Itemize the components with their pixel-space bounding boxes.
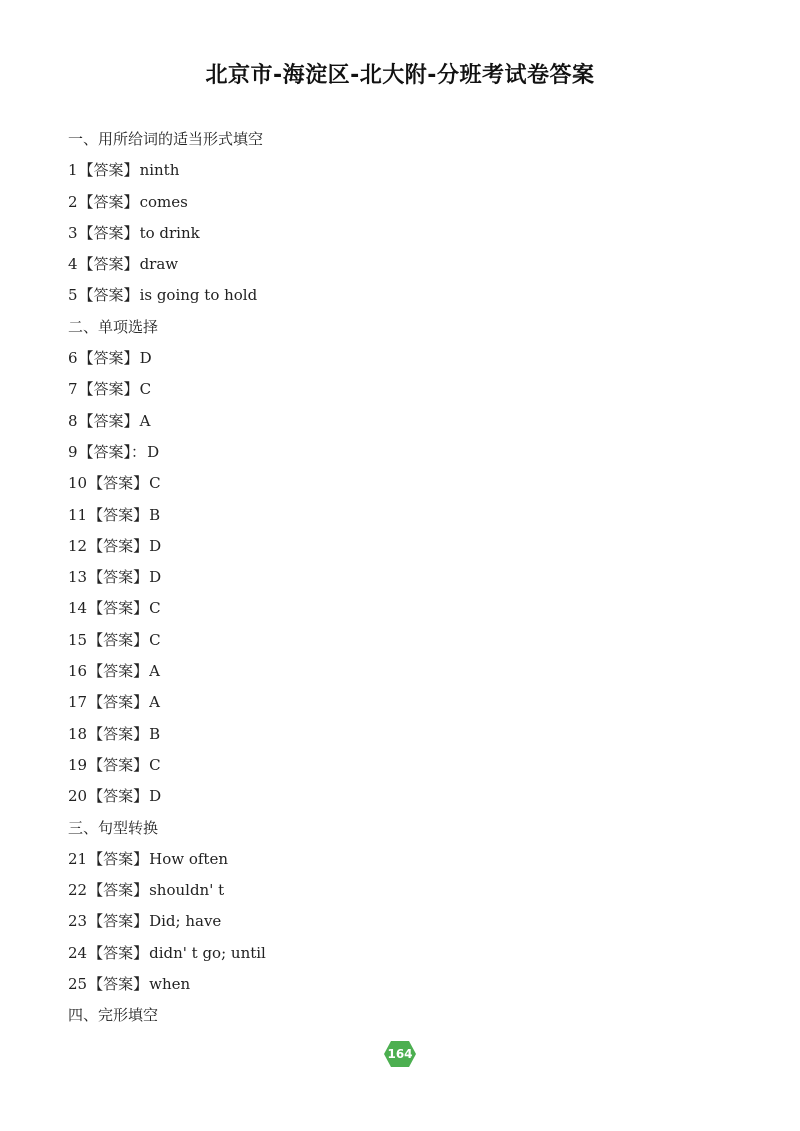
question-number: 3 xyxy=(68,223,78,242)
page-number: 164 xyxy=(387,1047,413,1061)
answer-line xyxy=(68,750,748,781)
answer-tag: 【答案】 xyxy=(78,411,139,430)
answer-tag: 【答案】 xyxy=(88,881,149,900)
question-number: 2 xyxy=(68,192,78,211)
answer-line xyxy=(68,280,748,311)
answer-tag: 【答案】 xyxy=(78,161,139,180)
answer-value: draw xyxy=(139,255,179,274)
answer-value: D xyxy=(147,442,160,461)
question-number: 5 xyxy=(68,286,78,305)
answer-line xyxy=(68,468,748,499)
answer-tag: 【答案】 xyxy=(88,536,149,555)
question-number: 8 xyxy=(68,411,78,430)
question-number: 25 xyxy=(68,975,88,994)
answer-value: didn' t go; until xyxy=(149,943,266,962)
answer-tag: 【答案】 xyxy=(88,568,149,587)
answer-value: C xyxy=(149,599,161,618)
answer-line xyxy=(68,531,748,562)
answer-line xyxy=(68,906,748,937)
page-title: 北京市-海淀区-北大附-分班考试卷答案 xyxy=(205,63,595,88)
answer-value: is going to hold xyxy=(139,286,258,305)
answer-tag: 【答案】 xyxy=(88,630,149,649)
answer-line xyxy=(68,687,748,718)
answer-tag: 【答案】 xyxy=(88,975,149,994)
answer-tag: 【答案】 xyxy=(88,912,149,931)
question-number: 17 xyxy=(68,693,88,712)
answer-value: when xyxy=(149,975,191,994)
answer-line xyxy=(68,593,748,624)
section-heading: 一、用所给词的适当形式填空 xyxy=(68,130,264,148)
answer-value: A xyxy=(149,693,160,712)
answer-value: D xyxy=(149,787,162,806)
answer-line xyxy=(68,437,748,468)
answer-value: ninth xyxy=(139,161,180,180)
question-number: 4 xyxy=(68,255,78,274)
answer-line xyxy=(68,343,748,374)
answer-tag: 【答案】 xyxy=(78,349,139,368)
section-heading: 二、单项选择 xyxy=(68,317,159,336)
section-heading: 四、完形填空 xyxy=(68,1006,159,1025)
question-number: 6 xyxy=(68,349,78,368)
answer-tag: 【答案】 xyxy=(88,662,149,681)
answer-line xyxy=(68,249,748,280)
answer-value: C xyxy=(149,630,161,649)
answer-value: A xyxy=(139,411,151,430)
answer-tag: 【答案】 xyxy=(88,724,149,743)
answer-value: comes xyxy=(139,192,188,211)
answer-value: A xyxy=(149,662,160,681)
question-number: 1 xyxy=(68,161,78,180)
answer-value: D xyxy=(149,536,162,555)
answer-tag: 【答案】 xyxy=(78,192,139,211)
question-number: 12 xyxy=(68,536,88,555)
question-number: 21 xyxy=(68,849,88,868)
answer-line xyxy=(68,155,748,186)
question-number: 10 xyxy=(68,474,88,493)
answer-tag: 【答案】 xyxy=(78,255,139,274)
answer-line xyxy=(68,938,748,969)
answer-tag: 【答案】 xyxy=(88,505,149,524)
question-number: 22 xyxy=(68,881,88,900)
answer-value: How often xyxy=(149,849,228,868)
answer-line xyxy=(68,625,748,656)
answer-tag: 【答案】 xyxy=(88,693,149,712)
question-number: 16 xyxy=(68,662,88,681)
answer-line xyxy=(68,781,748,812)
answer-list xyxy=(68,124,748,1032)
question-number: 23 xyxy=(68,912,88,931)
answer-tag: 【答案】 xyxy=(78,223,139,242)
answer-line xyxy=(68,844,748,875)
question-number: 13 xyxy=(68,568,88,587)
answer-tag: 【答案】 xyxy=(88,849,149,868)
answer-value: Did; have xyxy=(149,912,222,931)
answer-value: C xyxy=(139,380,152,399)
answer-tag: 【答案】 xyxy=(88,787,149,806)
question-number: 7 xyxy=(68,380,78,399)
answer-tag: 【答案】 xyxy=(78,380,139,399)
answer-value: C xyxy=(149,474,161,493)
question-number: 20 xyxy=(68,787,88,806)
question-number: 19 xyxy=(68,755,88,774)
answer-line xyxy=(68,562,748,593)
question-number: 11 xyxy=(68,505,88,524)
answer-line xyxy=(68,656,748,687)
answer-line xyxy=(68,969,748,1000)
answer-line xyxy=(68,406,748,437)
question-number: 24 xyxy=(68,943,88,962)
answer-value: D xyxy=(139,349,152,368)
answer-tag: 【答案】 xyxy=(78,286,139,305)
answer-tag: 【答案】 xyxy=(88,474,149,493)
answer-line xyxy=(68,187,748,218)
question-number: 9 xyxy=(68,442,78,461)
answer-value: shouldn' t xyxy=(149,881,225,900)
answer-line xyxy=(68,374,748,405)
answer-line xyxy=(68,500,748,531)
answer-value: D xyxy=(149,568,162,587)
answer-line xyxy=(68,218,748,249)
answer-tag: 【答案】 xyxy=(88,599,149,618)
page-number-badge xyxy=(383,1040,417,1068)
answer-tag: 【答案】 xyxy=(88,943,149,962)
section-heading: 三、句型转换 xyxy=(68,818,159,837)
answer-tag: 【答案】 xyxy=(88,755,149,774)
answer-value: B xyxy=(149,505,161,524)
answer-value: B xyxy=(149,724,161,743)
answer-value: C xyxy=(149,755,161,774)
answer-line xyxy=(68,719,748,750)
question-number: 14 xyxy=(68,599,88,618)
answer-tag: 【答案】： xyxy=(78,442,147,461)
answer-value: to drink xyxy=(139,223,200,242)
question-number: 15 xyxy=(68,630,88,649)
question-number: 18 xyxy=(68,724,88,743)
answer-line xyxy=(68,875,748,906)
